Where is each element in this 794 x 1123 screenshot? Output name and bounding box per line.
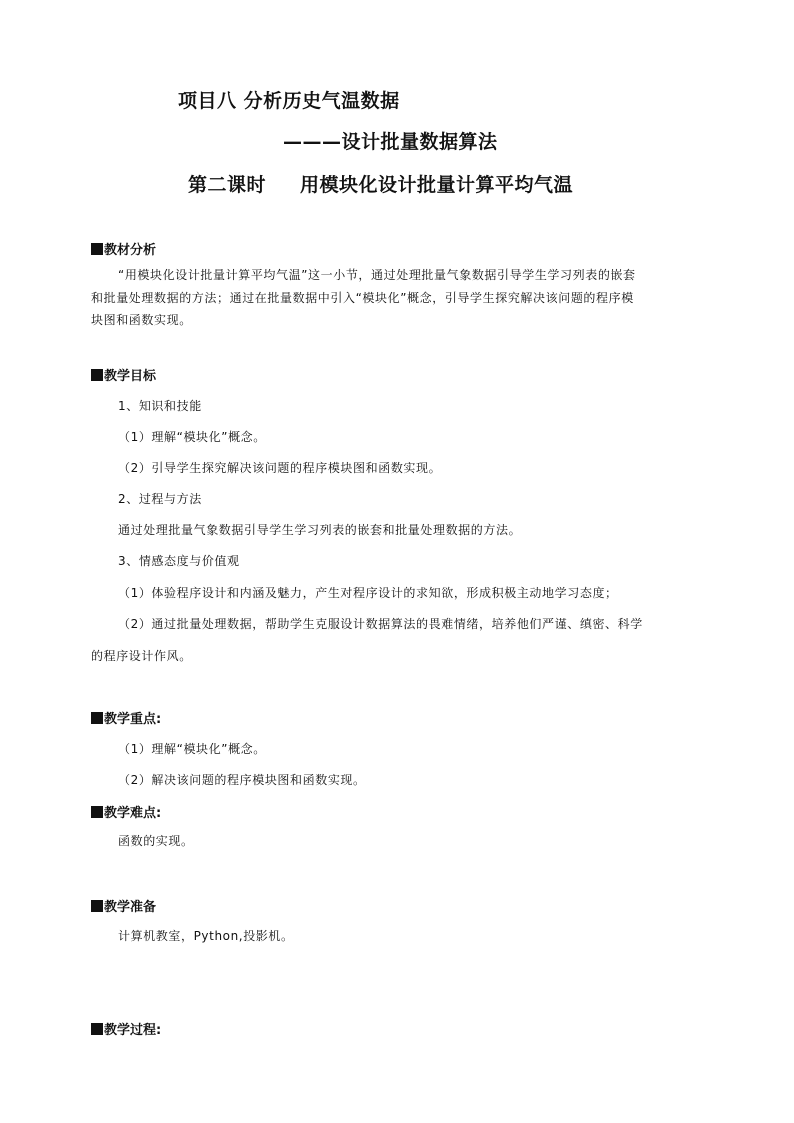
- section-heading-difficulty: 教学难点:: [91, 802, 161, 821]
- section-heading-goals: 教学目标: [91, 365, 156, 384]
- square-bullet-icon: [91, 900, 103, 912]
- title-line-3: [188, 170, 573, 197]
- goal-attitude-item-2-line-2: 的程序设计作风。: [91, 649, 192, 663]
- keypoint-item-1: （1）理解“模块化”概念。: [118, 742, 266, 756]
- section-heading-keypoints: 教学重点:: [91, 708, 161, 727]
- goal-attitude-values: 3、情感态度与价值观: [118, 554, 240, 568]
- section-heading-preparation: 教学准备: [91, 896, 156, 915]
- preparation-item: 计算机教室，Python,投影机。: [118, 929, 294, 943]
- square-bullet-icon: [91, 369, 103, 381]
- lesson-title: 用模块化设计批量计算平均气温: [300, 174, 574, 196]
- title-line-1: 项目八 分析历史气温数据: [178, 90, 400, 112]
- goal-process-methods: 2、过程与方法: [118, 492, 202, 506]
- section-heading-analysis: 教材分析: [91, 239, 156, 258]
- analysis-line-3: 块图和函数实现。: [91, 313, 192, 327]
- square-bullet-icon: [91, 712, 103, 724]
- section-heading-process: 教学过程:: [91, 1019, 161, 1038]
- goal-process-item: 通过处理批量气象数据引导学生学习列表的嵌套和批量处理数据的方法。: [118, 523, 522, 537]
- lesson-number: 第二课时: [188, 174, 267, 196]
- analysis-line-1: “用模块化设计批量计算平均气温”这一小节，通过处理批量气象数据引导学生学习列表的嵌套: [118, 268, 636, 282]
- difficulty-item: 函数的实现。: [118, 834, 194, 848]
- title-line-2: ———设计批量数据算法: [283, 131, 498, 153]
- square-bullet-icon: [91, 1023, 103, 1035]
- keypoint-item-2: （2）解决该问题的程序模块图和函数实现。: [118, 773, 366, 787]
- goal-attitude-item-2-line-1: （2）通过批量处理数据，帮助学生克服设计数据算法的畏难情绪，培养他们严谨、缜密、科学: [118, 617, 643, 631]
- goal-knowledge-skills: 1、知识和技能: [118, 399, 202, 413]
- goal-attitude-item-1: （1）体验程序设计和内涵及魅力，产生对程序设计的求知欲，形成积极主动地学习态度；: [118, 586, 618, 600]
- analysis-line-2: 和批量处理数据的方法；通过在批量数据中引入“模块化”概念，引导学生探究解决该问题的程序模: [91, 291, 634, 305]
- square-bullet-icon: [91, 806, 103, 818]
- square-bullet-icon: [91, 243, 103, 255]
- goal-knowledge-item-1: （1）理解“模块化”概念。: [118, 430, 266, 444]
- goal-knowledge-item-2: （2）引导学生探究解决该问题的程序模块图和函数实现。: [118, 461, 442, 475]
